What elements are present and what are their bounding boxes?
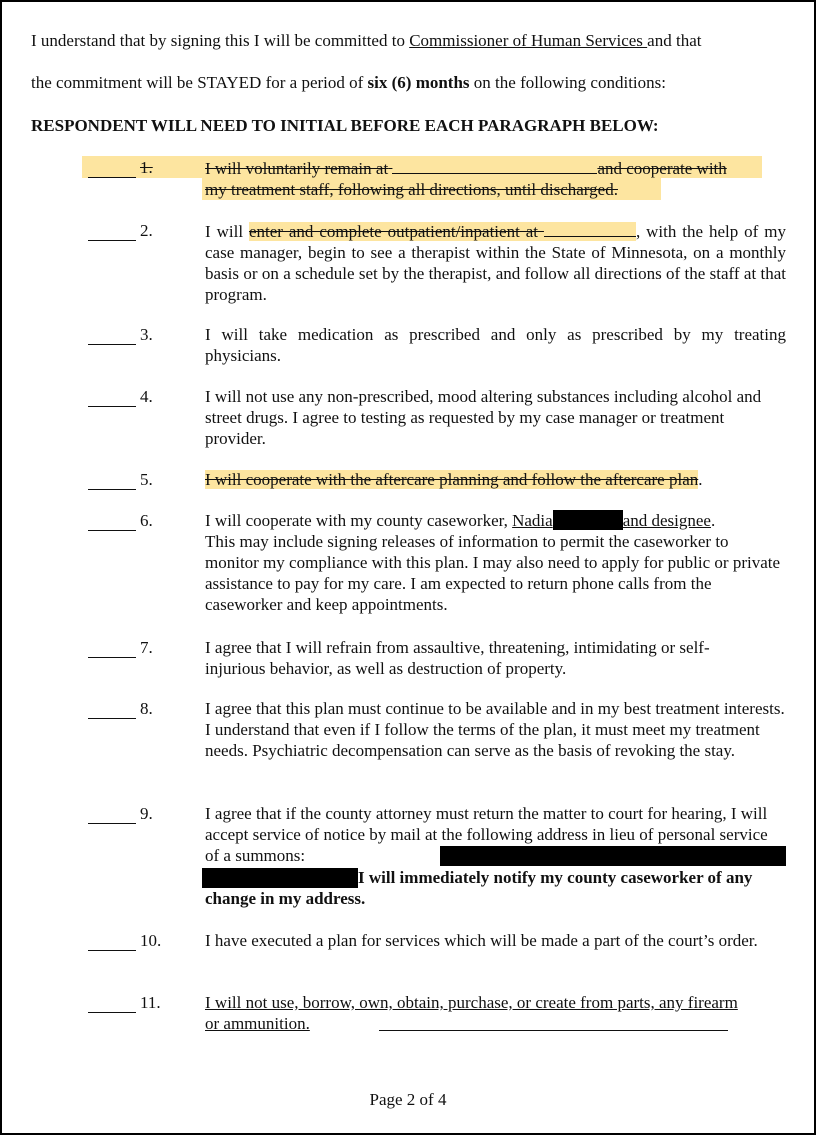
intro-line-2: the commitment will be STAYED for a period of six (6) months on the following conditions: <box>31 73 666 92</box>
item-7-text: I agree that I will refrain from assaultive, threatening, intimidating or self-injurious behavior, as well as destruction of property. <box>205 638 710 678</box>
item-4-text: I will not use any non-prescribed, mood altering substances including alcohol and street drugs. I agree to testing as requested by my case manager or treatment provider. <box>205 387 762 448</box>
item-1-text: I will voluntarily remain at and cooperate with my treatment staff, following all directions, until discharged. <box>205 159 727 199</box>
item-5-text: I will cooperate with the aftercare planning and follow the aftercare plan. <box>205 470 703 489</box>
item-8-text: I agree that this plan must continue to be available and in my best treatment interests. I understand that even if I follow the terms of the plan, it must meet my treatment needs. Psychiatric decompensation can serve as the basis of revoking the stay. <box>205 699 785 760</box>
initial-blank-9[interactable] <box>88 805 136 824</box>
item-10-text: I have executed a plan for services which will be made a part of the court’s order. <box>205 931 758 950</box>
caseworker-name: Nadia <box>512 511 553 530</box>
commissioner-text: Commissioner of Human Services <box>409 31 648 50</box>
item-number-10: 10. <box>140 931 162 950</box>
item-9-text: I agree that if the county attorney must return the matter to court for hearing, I will accept service of notice by mail at the following address in lieu of personal service of a summons: <box>205 804 768 865</box>
item-number-5: 5. <box>140 470 153 489</box>
initial-blank-3[interactable] <box>88 326 136 345</box>
item-11-text: I will not use, borrow, own, obtain, purchase, or create from parts, any firearm or ammunition. <box>205 993 738 1033</box>
item-number-4: 4. <box>140 387 153 406</box>
item-6-text: I will cooperate with my county caseworker, Nadia and designee. This may include signing releases of information to permit the caseworker to monitor my compliance with this plan. I may also need to apply for public or private assistance to pay for my care. I am expected to return phone calls from the caseworker and keep appointments. <box>205 511 781 614</box>
item-3-text: I will take medication as prescribed and only as prescribed by my treating physicians. <box>205 325 786 365</box>
initial-blank-11[interactable] <box>88 994 136 1013</box>
item-number-8: 8. <box>140 699 153 718</box>
fill-blank <box>544 220 636 237</box>
item-9-bold-text: I will immediately notify my county caseworker of any change in my address. <box>205 868 753 908</box>
initial-blank-10[interactable] <box>88 932 136 951</box>
initial-blank-7[interactable] <box>88 639 136 658</box>
item-number-6: 6. <box>140 511 153 530</box>
initial-blank-2[interactable] <box>88 222 136 241</box>
initial-blank-6[interactable] <box>88 512 136 531</box>
initial-blank-8[interactable] <box>88 700 136 719</box>
item-number-11: 11. <box>140 993 161 1012</box>
item-number-7: 7. <box>140 638 153 657</box>
section-heading: RESPONDENT WILL NEED TO INITIAL BEFORE EACH PARAGRAPH BELOW: <box>31 116 659 135</box>
initial-blank-1[interactable] <box>88 159 136 178</box>
initial-blank-4[interactable] <box>88 388 136 407</box>
initial-blank-5[interactable] <box>88 471 136 490</box>
item-2-text: I will enter and complete outpatient/inpatient at , with the help of my case manager, begin to see a therapist within the State of Minnesota, on a monthly basis or on a schedule set by the therapist, and follow all directions of the staff at that program. <box>205 222 787 304</box>
underline-extension <box>379 1030 728 1031</box>
page-number: Page 2 of 4 <box>369 1090 447 1109</box>
item-number-3: 3. <box>140 325 153 344</box>
redaction-box <box>440 846 786 866</box>
intro-line-1: I understand that by signing this I will be committed to Commissioner of Human Services and that <box>31 31 702 50</box>
item-number-2: 2. <box>140 221 153 240</box>
item-number-9: 9. <box>140 804 153 823</box>
item-number-1: 1. <box>140 158 153 177</box>
redaction-box <box>553 510 623 530</box>
fill-blank <box>392 157 597 174</box>
